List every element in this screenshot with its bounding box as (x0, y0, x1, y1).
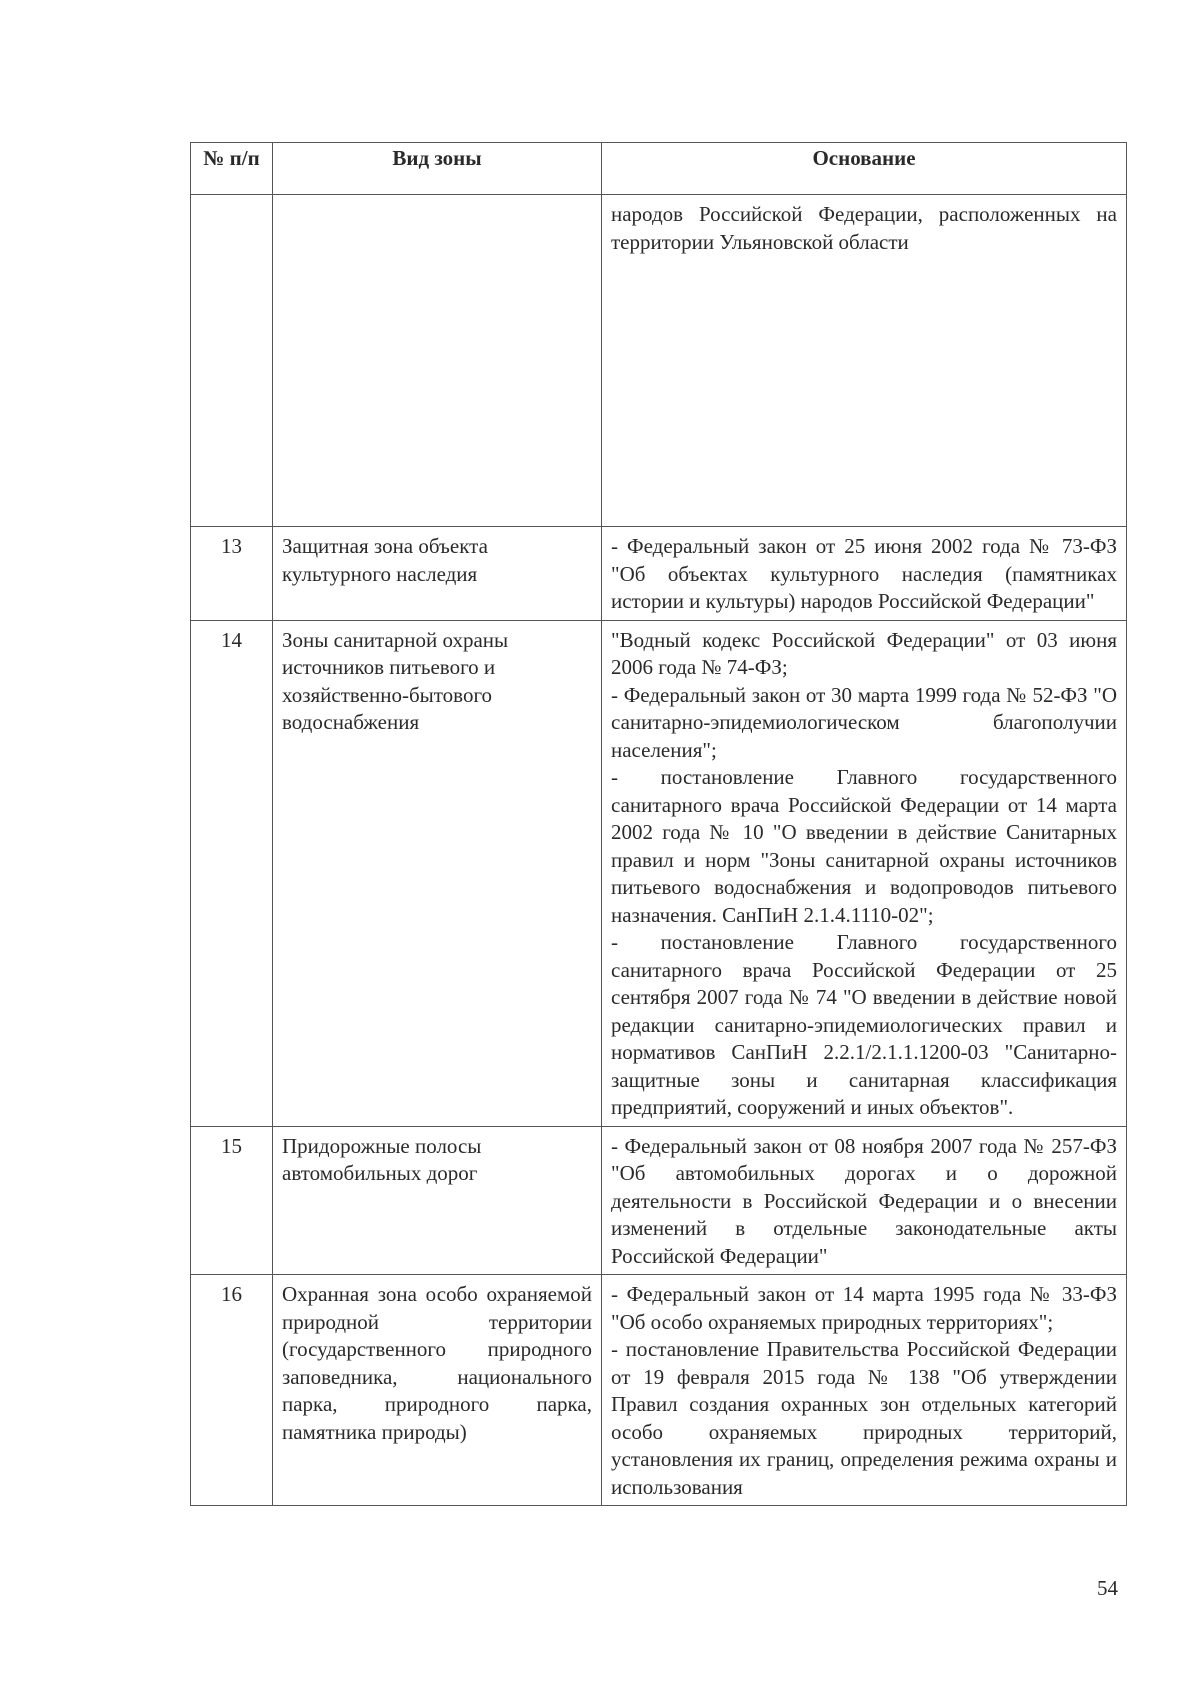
header-number: № п/п (191, 143, 273, 195)
zones-table (190, 142, 1127, 1506)
basis-item: - постановление Главного государственного санитарного врача Российской Федерации от 25 сентября 2007 года № 74 "О введении в действие новой редакции санитарно-эпидемиологических правил и нормативов СанПиН 2.2.1/2.1.1.1200-03 "Санитарно-защитные зоны и санитарная классификация предприятий, сооружений и иных объектов". (611, 930, 1117, 1119)
cell-basis (602, 620, 1127, 1126)
basis-item: "Водный кодекс Российской Федерации" от 03 июня 2006 года № 74-ФЗ; (611, 627, 1117, 679)
cell-zone: Зоны санитарной охраны источников питьевого и хозяйственно-бытового водоснабжения (273, 620, 602, 1126)
table-row (191, 527, 1127, 621)
cell-zone: Охранная зона особо охраняемой природной территории (государственного природного заповедника, национального парка, природного парка, памятника природы) (273, 1275, 602, 1506)
cell-zone (273, 195, 602, 527)
cell-number: 13 (191, 527, 273, 621)
table-row-continuation (191, 195, 1127, 527)
basis-item: - Федеральный закон от 25 июня 2002 года № 73-ФЗ "Об объектах культурного наследия (памятниках истории и культуры) народов Российской Федерации" (611, 534, 1117, 613)
table-row (191, 1275, 1127, 1506)
table-header-row (191, 143, 1127, 195)
cell-basis: народов Российской Федерации, расположенных на территории Ульяновской области (602, 195, 1127, 527)
cell-number: 15 (191, 1126, 273, 1275)
header-zone-type: Вид зоны (273, 143, 602, 195)
basis-item: - Федеральный закон от 14 марта 1995 года № 33-ФЗ "Об особо охраняемых природных территориях"; (611, 1282, 1117, 1334)
header-basis: Основание (602, 143, 1127, 195)
cell-number: 14 (191, 620, 273, 1126)
table-row (191, 1126, 1127, 1275)
cell-basis (602, 1275, 1127, 1506)
basis-item: - постановление Главного государственного санитарного врача Российской Федерации от 14 марта 2002 года № 10 "О введении в действие Санитарных правил и норм "Зоны санитарной охраны источников питьевого водоснабжения и водопроводов питьевого назначения. СанПиН 2.1.4.1110-02"; (611, 765, 1117, 927)
cell-basis (602, 527, 1127, 621)
cell-basis (602, 1126, 1127, 1275)
cell-number (191, 195, 273, 527)
basis-item: - постановление Правительства Российской Федерации от 19 февраля 2015 года № 138 "Об утверждении Правил создания охранных зон отдельных категорий особо охраняемых природных территорий, установления их границ, определения режима охраны и использования (611, 1337, 1117, 1499)
cell-number: 16 (191, 1275, 273, 1506)
cell-zone: Защитная зона объекта культурного наследия (273, 527, 602, 621)
table-row (191, 620, 1127, 1126)
cell-zone: Придорожные полосы автомобильных дорог (273, 1126, 602, 1275)
basis-item: - Федеральный закон от 08 ноября 2007 года № 257-ФЗ "Об автомобильных дорогах и о дорожной деятельности в Российской Федерации и о внесении изменений в отдельные законодательные акты Российской Федерации" (611, 1133, 1117, 1268)
page-number: 54 (1097, 1576, 1118, 1600)
basis-item: - Федеральный закон от 30 марта 1999 года № 52-ФЗ "О санитарно-эпидемиологическом благополучии населения"; (611, 682, 1117, 762)
